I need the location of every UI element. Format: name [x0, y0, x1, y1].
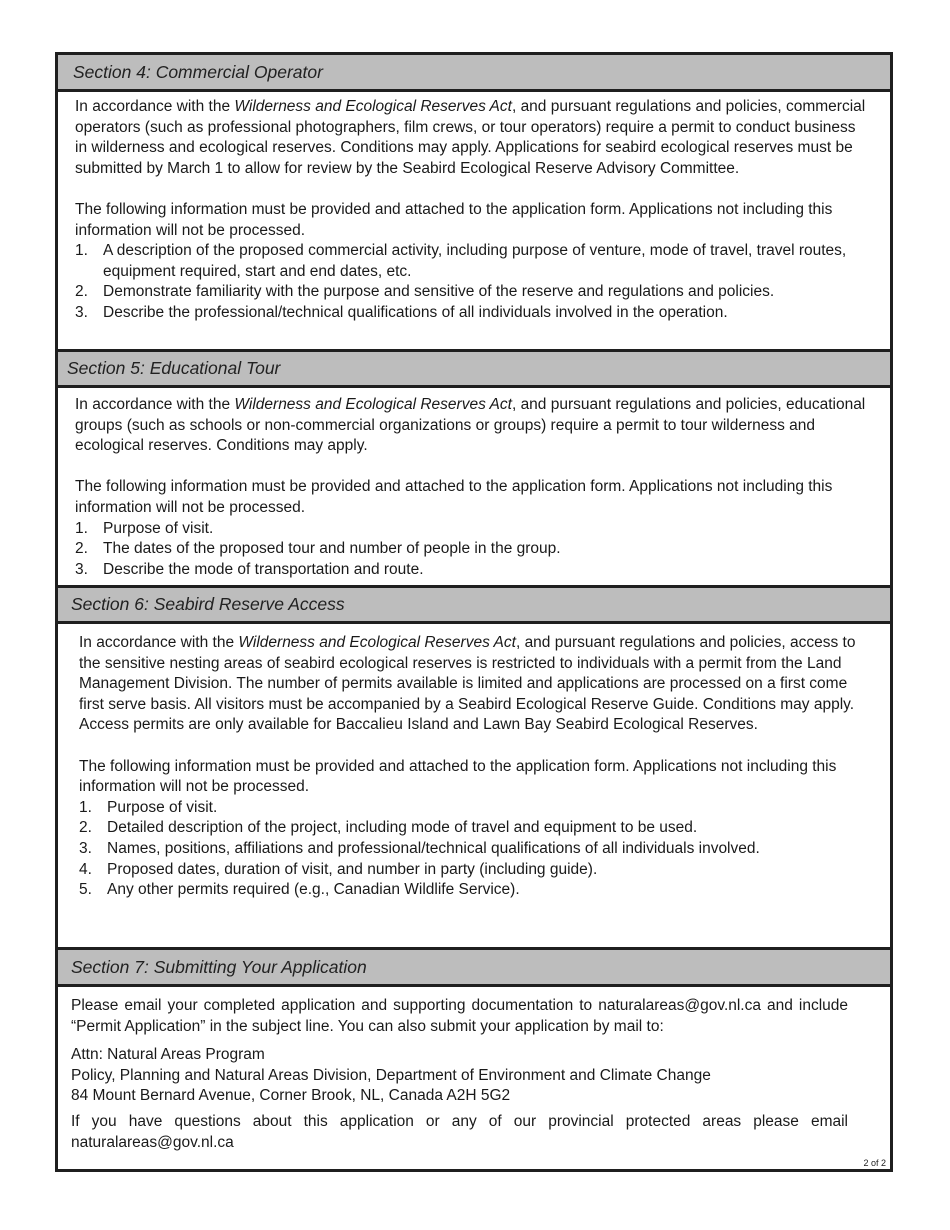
section-4-intro: In accordance with the Wilderness and Ecological Reserves Act, and pursuant regulations and policies, commercial operators (such as professional photographers, film crews, or tour operators) require a permit to conduct business in wilderness and ecological reserves. Conditions may apply. Applications for seabird ecological reserves must be submitted by March 1 to allow for review by the Seabird Ecological Reserve Advisory Committee.	[75, 98, 866, 177]
list-item: 1. Purpose of visit.	[75, 519, 214, 537]
section-6-list	[79, 798, 874, 901]
section-7-email-paragraph: Please email your completed application and supporting documentation to naturalareas@gov.nl.ca and include “Permit Application” in the subject line. You can also submit your application by mail to:	[71, 997, 848, 1035]
section-7-title: Section 7: Submitting Your Application	[71, 956, 367, 977]
act-name: Wilderness and Ecological Reserves Act	[234, 98, 512, 115]
list-item: 2. Demonstrate familiarity with the purpose and sensitive of the reserve and regulations and policies.	[75, 283, 775, 301]
section-6-intro: In accordance with the Wilderness and Ecological Reserves Act, and pursuant regulations and policies, access to the sensitive nesting areas of seabird ecological reserves is restricted to individuals with a permit from the Land Management Division. The number of permits available is limited and applications are processed on a first come first serve basis. All visitors must be accompanied by a Seabird Ecological Reserve Guide. Conditions may apply. Access permits are only available for Baccalieu Island and Lawn Bay Seabird Ecological Reserves.	[79, 634, 856, 734]
section-5-list	[75, 519, 870, 581]
list-item: 3. Names, positions, affiliations and professional/technical qualifications of all individuals involved.	[79, 839, 760, 857]
list-item: 2. The dates of the proposed tour and number of people in the group.	[75, 540, 561, 558]
section-6-body	[79, 633, 874, 901]
section-5-info: The following information must be provided and attached to the application form. Applications not including this information will not be processed.	[75, 478, 833, 516]
section-4-body	[75, 97, 870, 324]
section-5-title: Section 5: Educational Tour	[67, 358, 281, 378]
section-4-header	[58, 55, 890, 92]
act-name: Wilderness and Ecological Reserves Act	[234, 396, 512, 413]
section-5-header	[58, 349, 890, 388]
list-item: 3. Describe the professional/technical qualifications of all individuals involved in the operation.	[75, 303, 728, 321]
section-5-intro: In accordance with the Wilderness and Ecological Reserves Act, and pursuant regulations and policies, educational groups (such as schools or non-commercial organizations or groups) require a permit to tour wilderness and ecological reserves. Conditions may apply.	[75, 396, 866, 455]
list-item: 5. Any other permits required (e.g., Canadian Wildlife Service).	[79, 881, 520, 899]
section-6-info: The following information must be provided and attached to the application form. Applications not including this information will not be processed.	[79, 757, 837, 796]
section-5-body	[75, 395, 870, 580]
form-page-frame	[55, 52, 893, 1172]
section-4-info: The following information must be provided and attached to the application form. Applications not including this information will not be processed.	[75, 200, 833, 239]
address-division: Policy, Planning and Natural Areas Division, Department of Environment and Climate Change	[71, 1066, 711, 1084]
section-7-body	[71, 996, 848, 1153]
page-number: 2 of 2	[863, 1158, 886, 1168]
section-7-questions: If you have questions about this application or any of our provincial protected areas please email naturalareas@gov.nl.ca	[71, 1112, 848, 1151]
list-item: 1. Purpose of visit.	[79, 798, 218, 816]
address-street: 84 Mount Bernard Avenue, Corner Brook, NL, Canada A2H 5G2	[71, 1087, 511, 1105]
list-item: 2. Detailed description of the project, including mode of travel and equipment to be used.	[79, 819, 698, 837]
section-6-title: Section 6: Seabird Reserve Access	[71, 594, 345, 614]
section-4-list	[75, 241, 870, 323]
list-item: 3. Describe the mode of transportation and route.	[75, 560, 424, 578]
list-item: 1. A description of the proposed commercial activity, including purpose of venture, mode of travel, travel routes, equipment required, start and end dates, etc.	[75, 242, 847, 280]
list-item: 4. Proposed dates, duration of visit, and number in party (including guide).	[79, 860, 598, 878]
section-4-title: Section 4: Commercial Operator	[73, 61, 323, 82]
section-7-header	[58, 947, 890, 987]
section-6-header	[58, 585, 890, 624]
address-attn: Attn: Natural Areas Program	[71, 1046, 265, 1064]
act-name: Wilderness and Ecological Reserves Act	[238, 634, 516, 651]
